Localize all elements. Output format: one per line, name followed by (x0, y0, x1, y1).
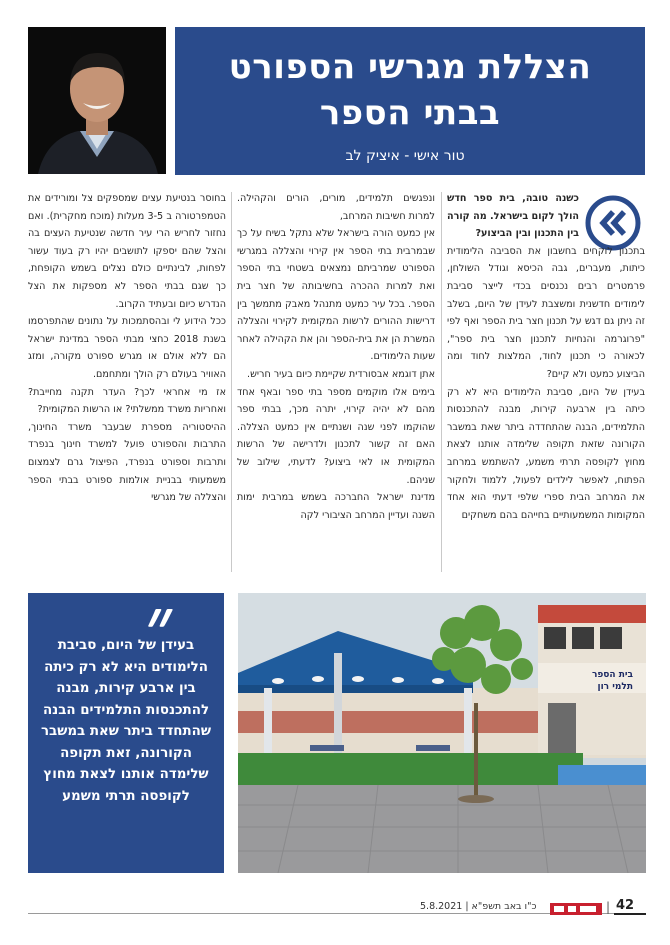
issue-date: כ"ו באב תשפ"א | 5.8.2021 (420, 901, 537, 912)
article-paragraph: אז מי אחראי לכך? העדר תקנה מחייבת? ואחריות משרד ממשלתי? או הרשות המקומית? (28, 386, 226, 416)
article-paragraph: אין כמעט הורה בישראל שלא נתקל בשיח על כך שבמרבית בתי הספר אין קירוי והצללה במגרשי הספורט שמרביתם נמצאים בשטחי בתי הספר ואת למרות ההכרה בחשיבותה של חצר בית הספר. בכל עיר כמעט מתנהל מאבק מתמשך בין דרישות ההורים לרשות המקומית לקירוי והצללה המשרת הן את בית-הספר והן את הקהילה לאחר שעות הלימודים. (237, 228, 435, 363)
article-column-right (447, 190, 645, 573)
page-number: 42 (616, 898, 635, 913)
article-title-line-2: בבתי הספר (319, 93, 501, 133)
pull-quote-text: בעידן של היום, סביבת הלימודים היא לא רק כיתה בין ארבע קירות, מבנה להתכנסות התלמידים הבנה שהתחדד ביתר שאת במשבר הקורונה, זאת תקופה שלימדה אותנו לצאת מחוץ לקופסה תרתי משמע (40, 638, 212, 804)
article-column-middle (237, 190, 435, 573)
school-sign-text: בית הספר (591, 670, 633, 680)
article-paragraph: בתכנון לוקחים בחשבון את הסביבה הלימודית כיתות, מעברים, גבה הכיסא וגודל השולחן, פרמטרים רבים נכנסים בכדי לייצר סביבת לימודים חדשנית ומשצבת לעידן של היום, בשלב זה ניתן גם דגש על תכנון חצר בית הספר ואף לפי "פרוגרמה והנחיות לתכנון חצר בית ספר", לכאורה כי תכנון לחוד, המלצות לחוד ומה הביצוע כמעט ולא קיים? (447, 245, 645, 380)
author-portrait-illustration (28, 27, 166, 174)
article-paragraph: מדינת ישראל החברכה בשמש במרבית ימות השנה ועדיין המרחב הציבורי לקה (237, 492, 435, 521)
article-paragraph: בימים אלו מוקמים מספר בתי ספר ובאף אחד מהם לא יהיה קירוי, יתרה מכך, בבתי ספר שהוקמו לפני שנה ושנתיים אין כמעט הצללה. האם זה קשור לתכנון ולדרישה של הרשות המקומית או לאי ביצוע? לדעתי, שילוב של שניהם. (237, 386, 435, 486)
column-divider (441, 192, 442, 572)
page-number-underline (614, 913, 646, 915)
publication-logo (550, 901, 602, 915)
article-paragraph: ונפגשים תלמידים, מורים, הורים והקהילה. למרות חשיבות המרחב, (237, 193, 435, 222)
quote-marks-icon: ״ (146, 580, 175, 669)
pull-quote (28, 580, 224, 873)
article-byline: טור אישי - איציק לב (345, 148, 465, 164)
footer-separator: | (606, 900, 611, 914)
article-paragraph: בעידן של היום, סביבת הלימודים היא לא רק כיתה בין ארבעה קירות, מבנה להתכנסות התלמידים, הבנה שהתחדדה ביתר שאת במשבר הקורונה שזאת תקופה שלימדה אותנו לצאת מחוץ לקופסה תרתי משמע, להשתמש במרחב הפתוח, לאפשר לילדים לפעול, ללמוד ולחקור את המרחב הבית ספרי שלפי דעתי הוא אחד המקומות המשמעותיים בחייהם בהם משחקים (447, 386, 645, 521)
article-title-line-1: הצללת מגרשי הספורט (228, 47, 592, 87)
column-divider (231, 192, 232, 572)
author-photo (28, 27, 166, 174)
article-paragraph: ככל הידוע לי ובהסתמכות על נתונים שהתפרסמו בשנת 2018 כחצי מבתי הספר במדינת ישראל הם ללא אולם או מגרש ספורט מקורה, ומזג האוויר בעולם רק הולך ומתחמם. (28, 316, 226, 380)
school-sign-text: תלמי רון (597, 682, 633, 692)
article-paragraph: אתן דוגמא אבסורדית שקיימת כיום בעיר חריש. (247, 368, 435, 380)
school-yard-photo (238, 593, 646, 873)
article-lead: כשנה טובה, בית ספר חדש הולך לקום בישראל. מה קורה בין התכנון ובין הביצוע? (447, 193, 579, 240)
article-column-left (28, 190, 226, 573)
article-paragraph: ההיסטוריה מספרת שבעבר משרד החינוך, התרבות והספורט פועל למשרד חינוך בנפרד ותרבות וספורט בנפרד, הפיצול גרם לצמצום משמעותי בבניית אולמות ספורט בבתי הספר והצללה של מגרשי (28, 421, 226, 504)
article-paragraph: בחוסר בנטיעת עצים שמספקים צל ומורידים את הטמפרטורה ב 3-5 מעלות (מוכח מחקרית). ואם נחזור לחריש הרי עיר חדשה שנטיעת העצים בה והצל שהם יספקו לתושבים יהיו רק בעוד עשור לפחות, לבינתיים כולם נצלים בשמש הקופחת, כך שגם בבתי הספר לא מספקות את הצל הנדרש כיום ובעתיד הקרוב. (28, 193, 226, 310)
